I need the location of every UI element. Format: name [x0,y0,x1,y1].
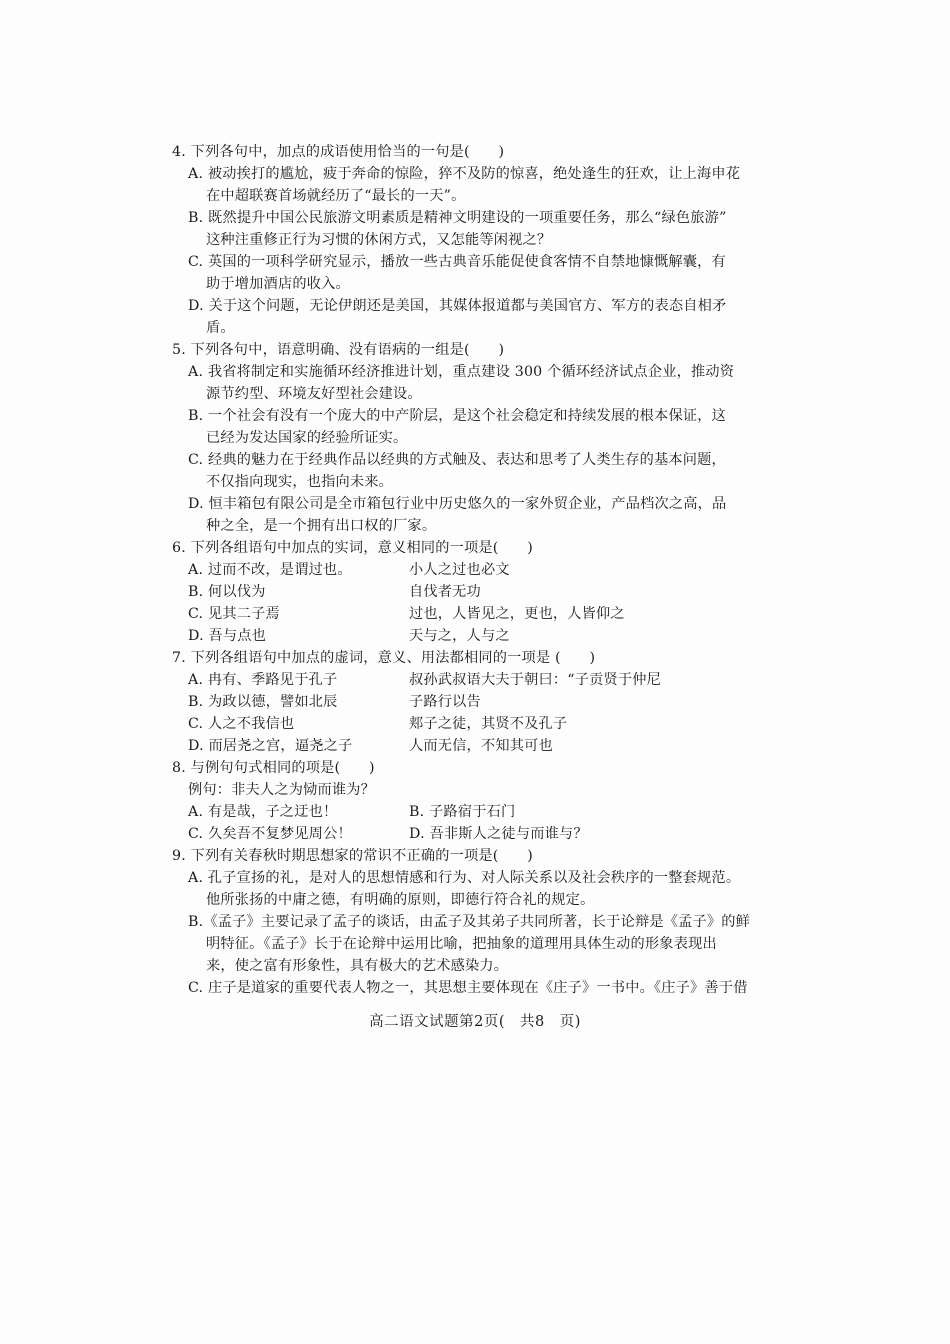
question-4-option-b: B. 既然提升中国公民旅游文明素质是精神文明建设的一项重要任务，那么“绿色旅游” [188,210,727,226]
question-7-option-c [172,713,762,735]
question-5-option-c-cont: 不仅指向现实，也指向未来。 [206,474,394,490]
question-7-option-c-right: 郏子之徒，其贤不及孔子 [409,716,568,732]
question-7-option-b-left: B. 为政以德，譬如北辰 [188,694,338,710]
question-7-option-a-left: A. 冉有、季路见于孔子 [188,672,338,688]
question-6-option-d-left: D. 吾与点也 [188,628,267,644]
question-6-option-a-right: 小人之过也必文 [409,562,510,578]
question-4-option-a-cont: 在中超联赛首场就经历了“最长的一天”。 [206,188,466,204]
question-8-option-b: B. 子路宿于石门 [409,804,516,820]
question-6-stem: 6. 下列各组语句中加点的实词，意义相同的一项是( ) [172,540,534,556]
question-7-option-d [172,735,762,757]
question-9-option-a: A. 孔子宣扬的礼，是对人的思想情感和行为、对人际关系以及社会秩序的一整套规范。 [188,870,741,886]
question-7-option-a-right: 叔孙武叔语大夫于朝曰：“子贡贤于仲尼 [409,672,662,688]
question-8-options-cd [172,823,762,845]
question-6-option-c-right: 过也，人皆见之，更也，人皆仰之 [409,606,625,622]
question-5-option-b: B. 一个社会有没有一个庞大的中产阶层，是这个社会稳定和持续发展的根本保证，这 [188,408,726,424]
question-5-option-b-cont: 已经为发达国家的经验所证实。 [206,430,408,446]
question-5-option-d-cont: 种之全，是一个拥有出口权的厂家。 [206,518,437,534]
question-7-option-b [172,691,762,713]
question-8-example: 例句：非夫人之为恸而谁为？ [188,782,376,798]
question-4-option-d: D. 关于这个问题，无论伊朗还是美国，其媒体报道都与美国官方、军方的表态自相矛 [188,298,727,314]
question-7-option-d-right: 人而无信，不知其可也 [409,738,553,754]
question-8-stem: 8. 与例句句式相同的项是( ) [172,760,375,776]
question-7-option-d-left: D. 而居尧之宫，逼尧之子 [188,738,353,754]
question-7-option-b-right: 子路行以告 [409,694,481,710]
question-5-stem: 5. 下列各句中，语意明确、没有语病的一组是( ) [172,342,505,358]
question-5-option-d: D. 恒丰箱包有限公司是全市箱包行业中历史悠久的一家外贸企业，产品档次之高，品 [188,496,727,512]
question-9-option-c: C. 庄子是道家的重要代表人物之一，其思想主要体现在《庄子》一书中。《庄子》善于借 [188,980,748,996]
question-4-option-c: C. 英国的一项科学研究显示，播放一些古典音乐能促使食客情不自禁地慷慨解囊，有 [188,254,726,270]
question-9-stem: 9. 下列有关春秋时期思想家的常识不正确的一项是( ) [172,848,534,864]
question-6-option-d [172,625,762,647]
question-8-option-c: C. 久矣吾不复梦见周公！ [188,826,352,842]
question-6-option-c-left: C. 见其二子焉 [188,606,280,622]
question-6-option-b-right: 自伐者无功 [409,584,481,600]
question-4-stem: 4. 下列各句中，加点的成语使用恰当的一句是( ) [172,144,505,160]
question-5-option-c: C. 经典的魅力在于经典作品以经典的方式触及、表达和思考了人类生存的基本问题， [188,452,726,468]
question-6-option-a-left: A. 过而不改，是谓过也。 [188,562,352,578]
question-7-option-a [172,669,762,691]
question-8-options-ab [172,801,762,823]
question-6-option-d-right: 天与之，人与之 [409,628,510,644]
question-4-option-d-cont: 盾。 [206,320,235,336]
question-6-option-c [172,603,762,625]
question-4-option-c-cont: 助于增加酒店的收入。 [206,276,350,292]
question-8-option-a: A. 有是哉，子之迂也！ [188,804,338,820]
question-list [172,141,762,999]
question-4-option-a: A. 被动挨打的尴尬，疲于奔命的惊险，猝不及防的惊喜，绝处逢生的狂欢，让上海申花 [188,166,741,182]
question-7-stem: 7. 下列各组语句中加点的虚词，意义、用法都相同的一项是 ( ) [172,650,596,666]
question-8-option-d: D. 吾非斯人之徒与而谁与？ [409,826,588,842]
question-5-option-a-cont: 源节约型、环境友好型社会建设。 [206,386,422,402]
question-4-option-b-cont: 这种注重修正行为习惯的休闲方式，又怎能等闲视之？ [206,232,552,248]
question-9-option-b-cont-2: 来，使之富有形象性，具有极大的艺术感染力。 [206,958,509,974]
question-7-option-c-left: C. 人之不我信也 [188,716,295,732]
question-6-option-a [172,559,762,581]
question-6-option-b [172,581,762,603]
question-9-option-b: B.《孟子》主要记录了孟子的谈话，由孟子及其弟子共同所著，长于论辩是《孟子》的鲜 [188,914,751,930]
question-6-option-b-left: B. 何以伐为 [188,584,266,600]
question-5-option-a: A. 我省将制定和实施循环经济推进计划，重点建设 300 个循环经济试点企业，推动资 [188,364,735,380]
page-footer: 高二语文试题第2页( 共8 页) [369,1014,581,1030]
question-9-option-b-cont-1: 明特征。《孟子》长于在论辩中运用比喻，把抽象的道理用具体生动的形象表现出 [206,936,717,952]
question-9-option-a-cont: 他所张扬的中庸之德，有明确的原则，即德行符合礼的规定。 [206,892,595,908]
